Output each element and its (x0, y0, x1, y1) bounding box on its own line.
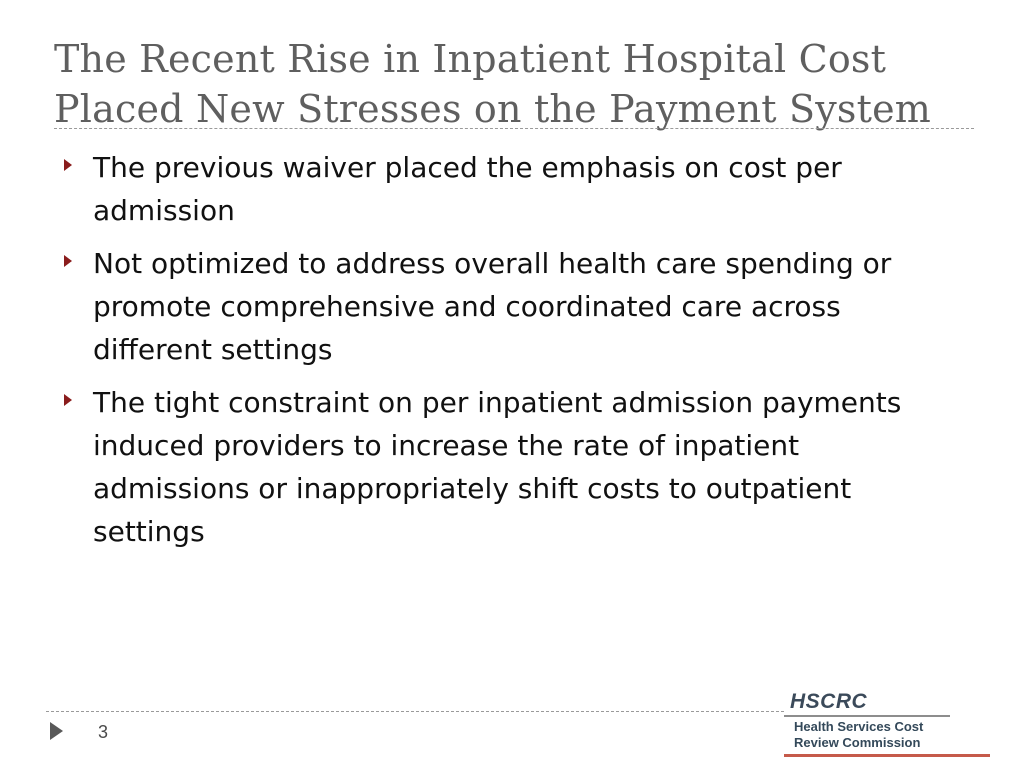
page-number: 3 (98, 722, 109, 742)
triangle-right-icon (64, 159, 72, 171)
bullet-item (62, 242, 962, 371)
footer-divider (46, 711, 784, 712)
logo-name-line-2: Review Commission (794, 735, 921, 750)
triangle-right-icon (64, 255, 72, 267)
hscrc-logo (784, 688, 990, 758)
title-line-1: The Recent Rise in Inpatient Hospital Cost (54, 37, 887, 81)
logo-name-line-1: Health Services Cost (794, 719, 924, 734)
logo-divider (784, 715, 950, 717)
bullet-item (62, 381, 962, 553)
triangle-right-icon (64, 394, 72, 406)
footer-triangle-icon (50, 722, 63, 740)
bullet-text: The previous waiver placed the emphasis on cost per admission (93, 151, 842, 227)
bullet-text: Not optimized to address overall health care spending or promote comprehensive and coordinated care across different settings (93, 247, 892, 366)
logo-acronym: HSCRC (790, 690, 868, 713)
bullet-list (62, 146, 962, 563)
title-divider (54, 128, 974, 129)
bullet-item (62, 146, 962, 232)
slide-title (54, 34, 974, 134)
title-line-2: Placed New Stresses on the Payment System (54, 87, 931, 131)
logo-accent-bar (784, 754, 990, 757)
bullet-text: The tight constraint on per inpatient admission payments induced providers to increase the rate of inpatient admissions or inappropriately shift costs to outpatient settings (93, 386, 902, 548)
